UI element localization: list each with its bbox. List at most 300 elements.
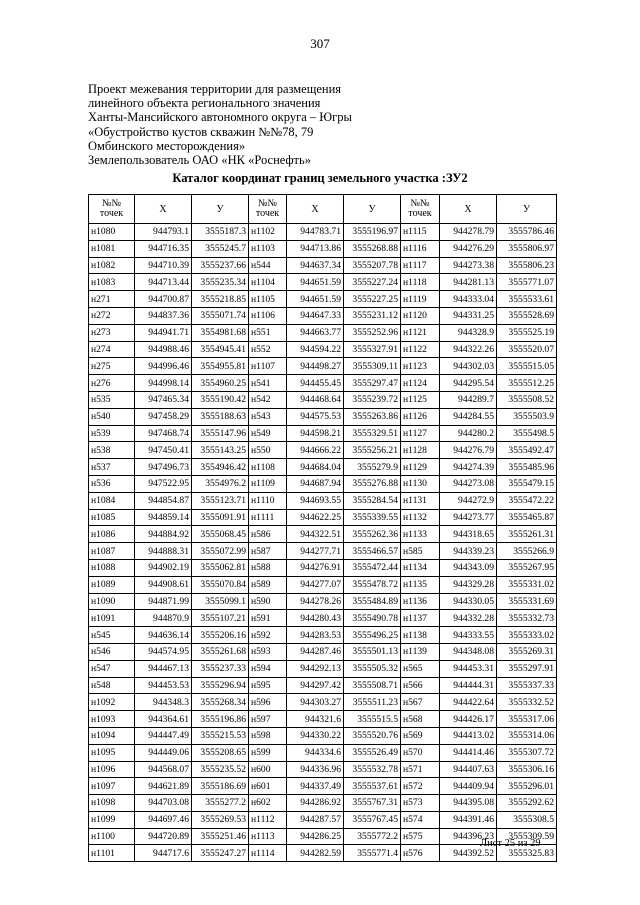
point-id: н1092 [89, 694, 135, 711]
point-id: н1113 [249, 828, 287, 845]
point-id: н598 [249, 727, 287, 744]
y-value: 3554955.81 [192, 358, 249, 375]
point-id: н1100 [89, 828, 135, 845]
x-value: 944287.46 [287, 643, 344, 660]
x-value: 944364.61 [135, 711, 192, 728]
x-value: 944998.14 [135, 375, 192, 392]
x-value: 944273.08 [440, 475, 497, 492]
y-value: 3555261.68 [192, 643, 249, 660]
y-value: 3555218.85 [192, 291, 249, 308]
header-line: Омбинского месторождения» [88, 138, 246, 153]
point-id: н1118 [401, 274, 440, 291]
x-value: 944453.31 [440, 660, 497, 677]
point-id: н536 [89, 475, 135, 492]
point-id: н538 [89, 442, 135, 459]
point-id: н537 [89, 459, 135, 476]
y-value: 3555532.78 [344, 761, 401, 778]
point-id: н1085 [89, 509, 135, 526]
y-value: 3555269.31 [497, 643, 557, 660]
point-id: н1099 [89, 811, 135, 828]
table-body [89, 224, 557, 862]
table-header-row [89, 195, 557, 224]
y-value: 3555512.25 [497, 375, 557, 392]
x-value: 944888.31 [135, 543, 192, 560]
table-row [89, 224, 557, 241]
x-value: 944684.04 [287, 459, 344, 476]
point-id: н1124 [401, 375, 440, 392]
table-row [89, 475, 557, 492]
header-x: X [287, 195, 344, 224]
point-id: н576 [401, 845, 440, 862]
y-value: 3555268.34 [192, 694, 249, 711]
point-id: н592 [249, 627, 287, 644]
x-value: 944703.08 [135, 795, 192, 812]
x-value: 944395.08 [440, 795, 497, 812]
x-value: 944337.49 [287, 778, 344, 795]
header-line: Землепользователь ОАО «НК «Роснефть» [88, 153, 311, 168]
x-value: 944710.39 [135, 257, 192, 274]
y-value: 3555515.5 [344, 711, 401, 728]
x-value: 944396.23 [440, 828, 497, 845]
y-value: 3555767.45 [344, 811, 401, 828]
y-value: 3555268.88 [344, 240, 401, 257]
x-value: 944594.22 [287, 341, 344, 358]
point-id: н589 [249, 576, 287, 593]
x-value: 944647.33 [287, 307, 344, 324]
x-value: 944575.53 [287, 408, 344, 425]
x-value: 944902.19 [135, 559, 192, 576]
point-id: н575 [401, 828, 440, 845]
table-row [89, 391, 557, 408]
x-value: 944322.26 [440, 341, 497, 358]
x-value: 944447.49 [135, 727, 192, 744]
x-value: 944637.34 [287, 257, 344, 274]
y-value: 3555806.97 [497, 240, 557, 257]
table-row [89, 442, 557, 459]
x-value: 944333.04 [440, 291, 497, 308]
point-id: н1133 [401, 526, 440, 543]
x-value: 947458.29 [135, 408, 192, 425]
y-value: 3555256.21 [344, 442, 401, 459]
x-value: 944941.71 [135, 324, 192, 341]
y-value: 3555107.21 [192, 610, 249, 627]
x-value: 944468.64 [287, 391, 344, 408]
x-value: 944284.55 [440, 408, 497, 425]
x-value: 944276.29 [440, 240, 497, 257]
point-id: н572 [401, 778, 440, 795]
y-value: 3555484.89 [344, 593, 401, 610]
x-value: 944426.17 [440, 711, 497, 728]
x-value: 947496.73 [135, 459, 192, 476]
x-value: 944330.22 [287, 727, 344, 744]
point-id: н1094 [89, 727, 135, 744]
y-value: 3555332.52 [497, 694, 557, 711]
y-value: 3555247.27 [192, 845, 249, 862]
x-value: 944666.22 [287, 442, 344, 459]
x-value: 944837.36 [135, 307, 192, 324]
x-value: 944414.46 [440, 744, 497, 761]
y-value: 3555188.63 [192, 408, 249, 425]
y-value: 3555235.52 [192, 761, 249, 778]
y-value: 3555147.96 [192, 425, 249, 442]
point-id: н594 [249, 660, 287, 677]
y-value: 3555266.9 [497, 543, 557, 560]
y-value: 3555262.36 [344, 526, 401, 543]
point-id: н539 [89, 425, 135, 442]
y-value: 3555227.25 [344, 291, 401, 308]
y-value: 3555806.23 [497, 257, 557, 274]
point-id: н1103 [249, 240, 287, 257]
point-id: н551 [249, 324, 287, 341]
point-id: н1084 [89, 492, 135, 509]
y-value: 3555479.15 [497, 475, 557, 492]
header-y: У [497, 195, 557, 224]
point-id: н1108 [249, 459, 287, 476]
table-row [89, 778, 557, 795]
y-value: 3555767.31 [344, 795, 401, 812]
point-id: н541 [249, 375, 287, 392]
point-id: н273 [89, 324, 135, 341]
point-id: н552 [249, 341, 287, 358]
y-value: 3555263.86 [344, 408, 401, 425]
point-id: н1132 [401, 509, 440, 526]
point-id: н1114 [249, 845, 287, 862]
x-value: 944413.02 [440, 727, 497, 744]
table-row [89, 358, 557, 375]
x-value: 944330.05 [440, 593, 497, 610]
x-value: 947522.95 [135, 475, 192, 492]
y-value: 3555465.87 [497, 509, 557, 526]
y-value: 3555062.81 [192, 559, 249, 576]
y-value: 3555309.11 [344, 358, 401, 375]
x-value: 944281.13 [440, 274, 497, 291]
y-value: 3555239.72 [344, 391, 401, 408]
y-value: 3555337.33 [497, 677, 557, 694]
point-id: н549 [249, 425, 287, 442]
y-value: 3555070.84 [192, 576, 249, 593]
y-value: 3555786.46 [497, 224, 557, 241]
point-id: н1093 [89, 711, 135, 728]
y-value: 3555091.91 [192, 509, 249, 526]
x-value: 944498.27 [287, 358, 344, 375]
y-value: 3555237.66 [192, 257, 249, 274]
x-value: 944278.79 [440, 224, 497, 241]
table-row [89, 576, 557, 593]
x-value: 944339.23 [440, 543, 497, 560]
point-id: н1120 [401, 307, 440, 324]
table-row [89, 744, 557, 761]
y-value: 3555143.25 [192, 442, 249, 459]
table-row [89, 240, 557, 257]
x-value: 944854.87 [135, 492, 192, 509]
point-id: н565 [401, 660, 440, 677]
y-value: 3555235.34 [192, 274, 249, 291]
table-row [89, 627, 557, 644]
point-id: н271 [89, 291, 135, 308]
point-id: н591 [249, 610, 287, 627]
x-value: 944332.28 [440, 610, 497, 627]
y-value: 3555329.51 [344, 425, 401, 442]
x-value: 944870.9 [135, 610, 192, 627]
y-value: 3555237.33 [192, 660, 249, 677]
header-line: Ханты-Мансийского автономного округа – Югры [88, 110, 352, 125]
point-id: н1102 [249, 224, 287, 241]
x-value: 944697.46 [135, 811, 192, 828]
x-value: 944793.1 [135, 224, 192, 241]
y-value: 3555187.3 [192, 224, 249, 241]
point-id: н593 [249, 643, 287, 660]
point-id: н571 [401, 761, 440, 778]
y-value: 3555307.72 [497, 744, 557, 761]
x-value: 944277.71 [287, 543, 344, 560]
x-value: 944272.9 [440, 492, 497, 509]
y-value: 3555279.9 [344, 459, 401, 476]
y-value: 3555261.31 [497, 526, 557, 543]
header-x: X [440, 195, 497, 224]
point-id: н1137 [401, 610, 440, 627]
point-id: н1080 [89, 224, 135, 241]
x-value: 944280.43 [287, 610, 344, 627]
point-id: н587 [249, 543, 287, 560]
table-row [89, 257, 557, 274]
y-value: 3555332.73 [497, 610, 557, 627]
y-value: 3555331.02 [497, 576, 557, 593]
point-id: н1082 [89, 257, 135, 274]
coordinates-table [88, 194, 557, 862]
table-row [89, 811, 557, 828]
point-id: н1129 [401, 459, 440, 476]
table-row [89, 694, 557, 711]
y-value: 3555296.01 [497, 778, 557, 795]
point-id: н1121 [401, 324, 440, 341]
y-value: 3555505.32 [344, 660, 401, 677]
x-value: 944329.28 [440, 576, 497, 593]
y-value: 3555508.71 [344, 677, 401, 694]
point-id: н570 [401, 744, 440, 761]
point-id: н276 [89, 375, 135, 392]
y-value: 3555772.2 [344, 828, 401, 845]
table-row [89, 425, 557, 442]
x-value: 944280.2 [440, 425, 497, 442]
point-id: н1136 [401, 593, 440, 610]
x-value: 944996.46 [135, 358, 192, 375]
y-value: 3555466.57 [344, 543, 401, 560]
y-value: 3555276.88 [344, 475, 401, 492]
y-value: 3555515.05 [497, 358, 557, 375]
y-value: 3554946.42 [192, 459, 249, 476]
table-row [89, 375, 557, 392]
header-y: У [344, 195, 401, 224]
point-id: н540 [89, 408, 135, 425]
x-value: 944348.3 [135, 694, 192, 711]
y-value: 3555771.4 [344, 845, 401, 862]
x-value: 944859.14 [135, 509, 192, 526]
y-value: 3554976.2 [192, 475, 249, 492]
x-value: 944289.7 [440, 391, 497, 408]
x-value: 944713.44 [135, 274, 192, 291]
point-id: н1117 [401, 257, 440, 274]
point-id: н1091 [89, 610, 135, 627]
table-row [89, 559, 557, 576]
y-value: 3555501.13 [344, 643, 401, 660]
x-value: 944574.95 [135, 643, 192, 660]
x-value: 944336.96 [287, 761, 344, 778]
x-value: 944302.03 [440, 358, 497, 375]
table-row [89, 341, 557, 358]
x-value: 944568.07 [135, 761, 192, 778]
x-value: 944282.59 [287, 845, 344, 862]
y-value: 3554960.25 [192, 375, 249, 392]
table-row [89, 274, 557, 291]
table-row [89, 593, 557, 610]
x-value: 944295.54 [440, 375, 497, 392]
y-value: 3555511.23 [344, 694, 401, 711]
y-value: 3555072.99 [192, 543, 249, 560]
table-row [89, 526, 557, 543]
x-value: 944422.64 [440, 694, 497, 711]
point-id: н567 [401, 694, 440, 711]
y-value: 3555492.47 [497, 442, 557, 459]
y-value: 3555306.16 [497, 761, 557, 778]
x-value: 944286.92 [287, 795, 344, 812]
point-id: н1139 [401, 643, 440, 660]
x-value: 944651.59 [287, 274, 344, 291]
point-id: н1138 [401, 627, 440, 644]
y-value: 3555498.5 [497, 425, 557, 442]
point-id: н1104 [249, 274, 287, 291]
point-id: н1123 [401, 358, 440, 375]
y-value: 3555472.44 [344, 559, 401, 576]
y-value: 3555196.86 [192, 711, 249, 728]
x-value: 944884.92 [135, 526, 192, 543]
point-id: н1086 [89, 526, 135, 543]
y-value: 3554945.41 [192, 341, 249, 358]
point-id: н1116 [401, 240, 440, 257]
y-value: 3555297.91 [497, 660, 557, 677]
point-id: н1126 [401, 408, 440, 425]
point-id: н1101 [89, 845, 135, 862]
y-value: 3555296.94 [192, 677, 249, 694]
point-id: н1127 [401, 425, 440, 442]
table-row [89, 643, 557, 660]
point-id: н573 [401, 795, 440, 812]
x-value: 944700.87 [135, 291, 192, 308]
point-id: н599 [249, 744, 287, 761]
y-value: 3555508.52 [497, 391, 557, 408]
point-id: н548 [89, 677, 135, 694]
y-value: 3555245.7 [192, 240, 249, 257]
point-id: н1115 [401, 224, 440, 241]
x-value: 944651.59 [287, 291, 344, 308]
point-id: н590 [249, 593, 287, 610]
table-row [89, 291, 557, 308]
header-point-number: №№ точек [249, 195, 287, 224]
point-id: н1087 [89, 543, 135, 560]
point-id: н542 [249, 391, 287, 408]
y-value: 3555520.07 [497, 341, 557, 358]
x-value: 944274.39 [440, 459, 497, 476]
y-value: 3555284.54 [344, 492, 401, 509]
y-value: 3555771.07 [497, 274, 557, 291]
y-value: 3555314.06 [497, 727, 557, 744]
point-id: н272 [89, 307, 135, 324]
y-value: 3555537.61 [344, 778, 401, 795]
y-value: 3555123.71 [192, 492, 249, 509]
header-line: линейного объекта регионального значения [88, 96, 321, 111]
point-id: н574 [401, 811, 440, 828]
point-id: н1088 [89, 559, 135, 576]
point-id: н1109 [249, 475, 287, 492]
y-value: 3555485.96 [497, 459, 557, 476]
point-id: н275 [89, 358, 135, 375]
x-value: 944283.53 [287, 627, 344, 644]
table-row [89, 492, 557, 509]
x-value: 944328.9 [440, 324, 497, 341]
x-value: 944871.99 [135, 593, 192, 610]
y-value: 3554981.68 [192, 324, 249, 341]
table-row [89, 543, 557, 560]
table-row [89, 610, 557, 627]
x-value: 944287.57 [287, 811, 344, 828]
y-value: 3555269.53 [192, 811, 249, 828]
y-value: 3555503.9 [497, 408, 557, 425]
point-id: н1083 [89, 274, 135, 291]
x-value: 944331.25 [440, 307, 497, 324]
y-value: 3555297.47 [344, 375, 401, 392]
sheet-number: Лист 25 из 29 [480, 838, 541, 849]
point-id: н1096 [89, 761, 135, 778]
y-value: 3555333.02 [497, 627, 557, 644]
y-value: 3555196.97 [344, 224, 401, 241]
header-point-number: №№ точек [401, 195, 440, 224]
point-id: н1134 [401, 559, 440, 576]
point-id: н595 [249, 677, 287, 694]
y-value: 3555277.2 [192, 795, 249, 812]
y-value: 3555472.22 [497, 492, 557, 509]
x-value: 944276.91 [287, 559, 344, 576]
point-id: н602 [249, 795, 287, 812]
y-value: 3555331.69 [497, 593, 557, 610]
point-id: н585 [401, 543, 440, 560]
y-value: 3555071.74 [192, 307, 249, 324]
x-value: 944292.13 [287, 660, 344, 677]
header-x: X [135, 195, 192, 224]
x-value: 944391.46 [440, 811, 497, 828]
table-row [89, 307, 557, 324]
y-value: 3555490.78 [344, 610, 401, 627]
y-value: 3555533.61 [497, 291, 557, 308]
x-value: 944277.07 [287, 576, 344, 593]
point-id: н1119 [401, 291, 440, 308]
table-row [89, 727, 557, 744]
point-id: н546 [89, 643, 135, 660]
point-id: н566 [401, 677, 440, 694]
page-number: 307 [310, 36, 330, 51]
x-value: 944621.89 [135, 778, 192, 795]
y-value: 3555308.5 [497, 811, 557, 828]
y-value: 3555186.69 [192, 778, 249, 795]
x-value: 944716.35 [135, 240, 192, 257]
point-id: н1112 [249, 811, 287, 828]
x-value: 944713.86 [287, 240, 344, 257]
point-id: н544 [249, 257, 287, 274]
x-value: 944392.52 [440, 845, 497, 862]
point-id: н1110 [249, 492, 287, 509]
point-id: н1081 [89, 240, 135, 257]
y-value: 3555099.1 [192, 593, 249, 610]
x-value: 944467.13 [135, 660, 192, 677]
x-value: 944334.6 [287, 744, 344, 761]
